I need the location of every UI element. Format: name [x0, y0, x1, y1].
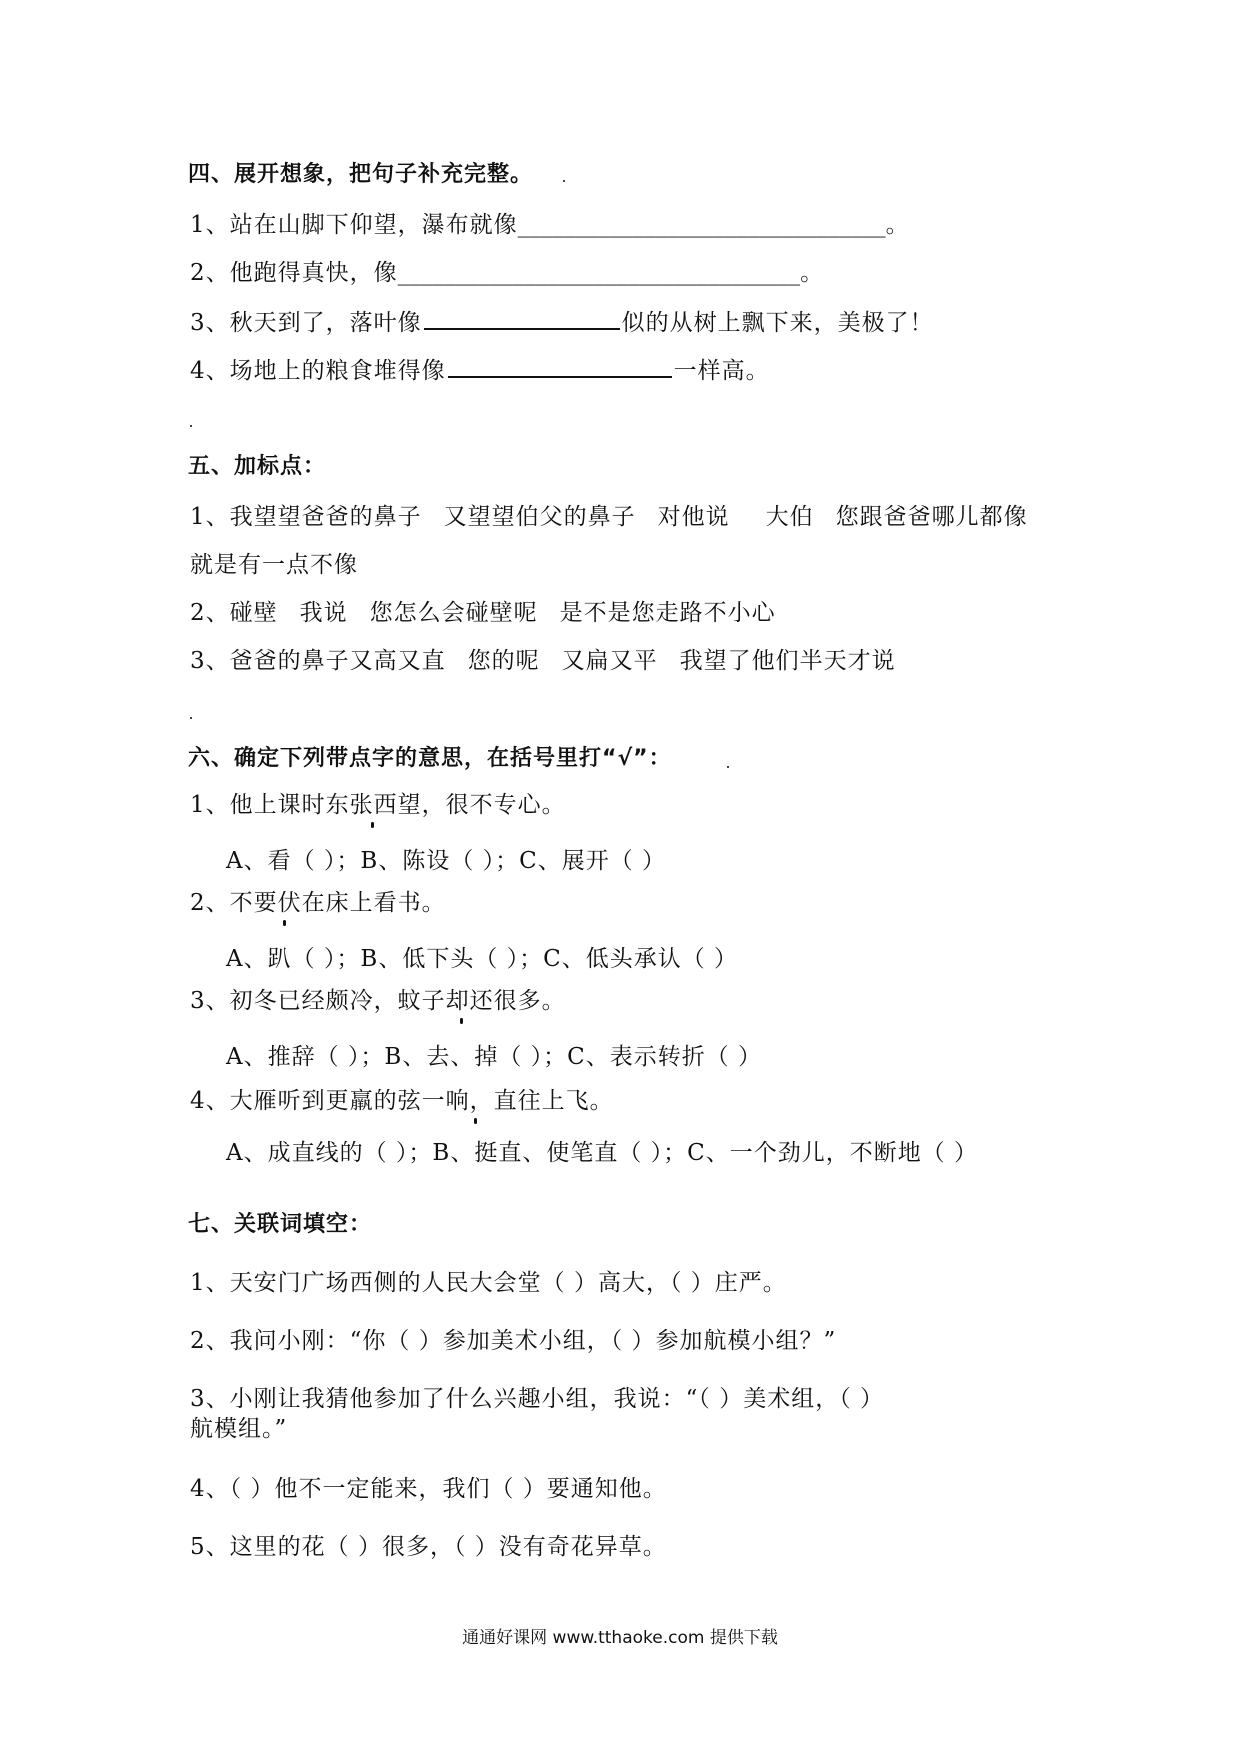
- emphasis-dot: [283, 920, 286, 926]
- section-6-heading: 六、确定下列带点字的意思，在括号里打“√”：: [188, 746, 672, 771]
- segment: 您怎么会碰壁呢: [369, 600, 538, 626]
- item-text: 1、站在山脚下仰望，瀑布就像: [190, 212, 518, 238]
- segment: 我说: [299, 600, 348, 626]
- fill-blank[interactable]: ________________________________: [517, 212, 886, 238]
- item-text: 4、场地上的粮食堆得像: [190, 358, 446, 384]
- page-footer: 通通好课网 www.tthaoke.com 提供下载: [462, 1628, 778, 1648]
- section-5-item-3: [190, 646, 896, 676]
- section-6-question-4: 4、大雁听到更羸的弦一响，直往上飞。: [190, 1088, 614, 1114]
- section-4-item-3: [190, 306, 934, 338]
- section-5-item-2: [190, 598, 776, 628]
- section-6-question-3: 3、初冬已经颇冷，蚊子却还很多。: [190, 988, 566, 1014]
- item-text-end: 。: [885, 212, 910, 238]
- section-4-item-1: [190, 210, 910, 240]
- section-5-heading: 五、加标点：: [188, 454, 327, 479]
- fill-blank[interactable]: [424, 306, 620, 330]
- emphasis-dot: [371, 822, 374, 828]
- segment: 您跟爸爸哪儿都像: [835, 504, 1028, 530]
- item-text-end: 。: [800, 260, 825, 286]
- item-text: 2、他跑得真快，像: [190, 260, 398, 286]
- segment: 2、碰壁: [190, 600, 278, 626]
- segment: 1、我望望爸爸的鼻子: [190, 504, 422, 530]
- section-5-item-1: [190, 502, 1028, 532]
- scan-speck: [727, 766, 729, 768]
- section-4-item-4: [190, 354, 770, 386]
- section-7-item-1[interactable]: 1、天安门广场西侧的人民大会堂（ ）高大，（ ）庄严。: [190, 1270, 787, 1296]
- segment: 大伯: [765, 504, 814, 530]
- item-text: 3、秋天到了，落叶像: [190, 310, 422, 336]
- segment: 对他说: [657, 504, 730, 530]
- section-6-options-4[interactable]: A、成直线的（ ）；B、挺直、使笔直（ ）；C、一个劲儿，不断地（ ）: [226, 1140, 979, 1166]
- item-text-end: 一样高。: [673, 358, 770, 384]
- segment: 是不是您走路不小心: [559, 600, 776, 626]
- section-6-options-1[interactable]: A、看（ ）；B、陈设（ ）；C、展开（ ）: [226, 848, 667, 874]
- segment: 我望了他们半天才说: [679, 648, 896, 674]
- section-7-item-4[interactable]: 4、（ ）他不一定能来，我们（ ）要通知他。: [190, 1476, 667, 1502]
- section-5-item-1-cont: [190, 550, 358, 580]
- segment: 又望望伯父的鼻子: [443, 504, 636, 530]
- fill-blank[interactable]: ___________________________________: [397, 260, 801, 286]
- segment: 又扁又平: [561, 648, 658, 674]
- section-4-heading: 四、展开想象，把句子补充完整。: [188, 162, 534, 187]
- section-6-options-3[interactable]: A、推辞（ ）；B、去、掉（ ）；C、表示转折（ ）: [226, 1044, 763, 1070]
- scan-speck: [563, 180, 565, 182]
- section-7-item-2[interactable]: 2、我问小刚：“你（ ）参加美术小组，（ ）参加航模小组？”: [190, 1328, 837, 1354]
- segment: 您的呢: [467, 648, 540, 674]
- scan-speck: [190, 425, 192, 427]
- section-7-heading: 七、关联词填空：: [188, 1212, 373, 1237]
- section-4-item-2: [190, 258, 824, 288]
- section-6-question-1: 1、他上课时东张西望，很不专心。: [190, 792, 566, 818]
- section-7-item-3-cont: 航模组。”: [190, 1416, 288, 1442]
- section-6-options-2[interactable]: A、趴（ ）；B、低下头（ ）；C、低头承认（ ）: [226, 946, 739, 972]
- section-6-question-2: 2、不要伏在床上看书。: [190, 890, 446, 916]
- segment: 就是有一点不像: [190, 552, 358, 578]
- section-7-item-3[interactable]: 3、小刚让我猜他参加了什么兴趣小组，我说：“（ ）美术组，（ ）: [190, 1386, 885, 1412]
- scan-speck: [190, 717, 192, 719]
- section-7-item-5[interactable]: 5、这里的花（ ）很多，（ ）没有奇花异草。: [190, 1534, 667, 1560]
- emphasis-dot: [460, 1018, 463, 1024]
- fill-blank[interactable]: [448, 354, 672, 378]
- item-text-end: 似的从树上飘下来，美极了！: [621, 310, 934, 336]
- segment: 3、爸爸的鼻子又高又直: [190, 648, 446, 674]
- emphasis-dot: [474, 1118, 477, 1124]
